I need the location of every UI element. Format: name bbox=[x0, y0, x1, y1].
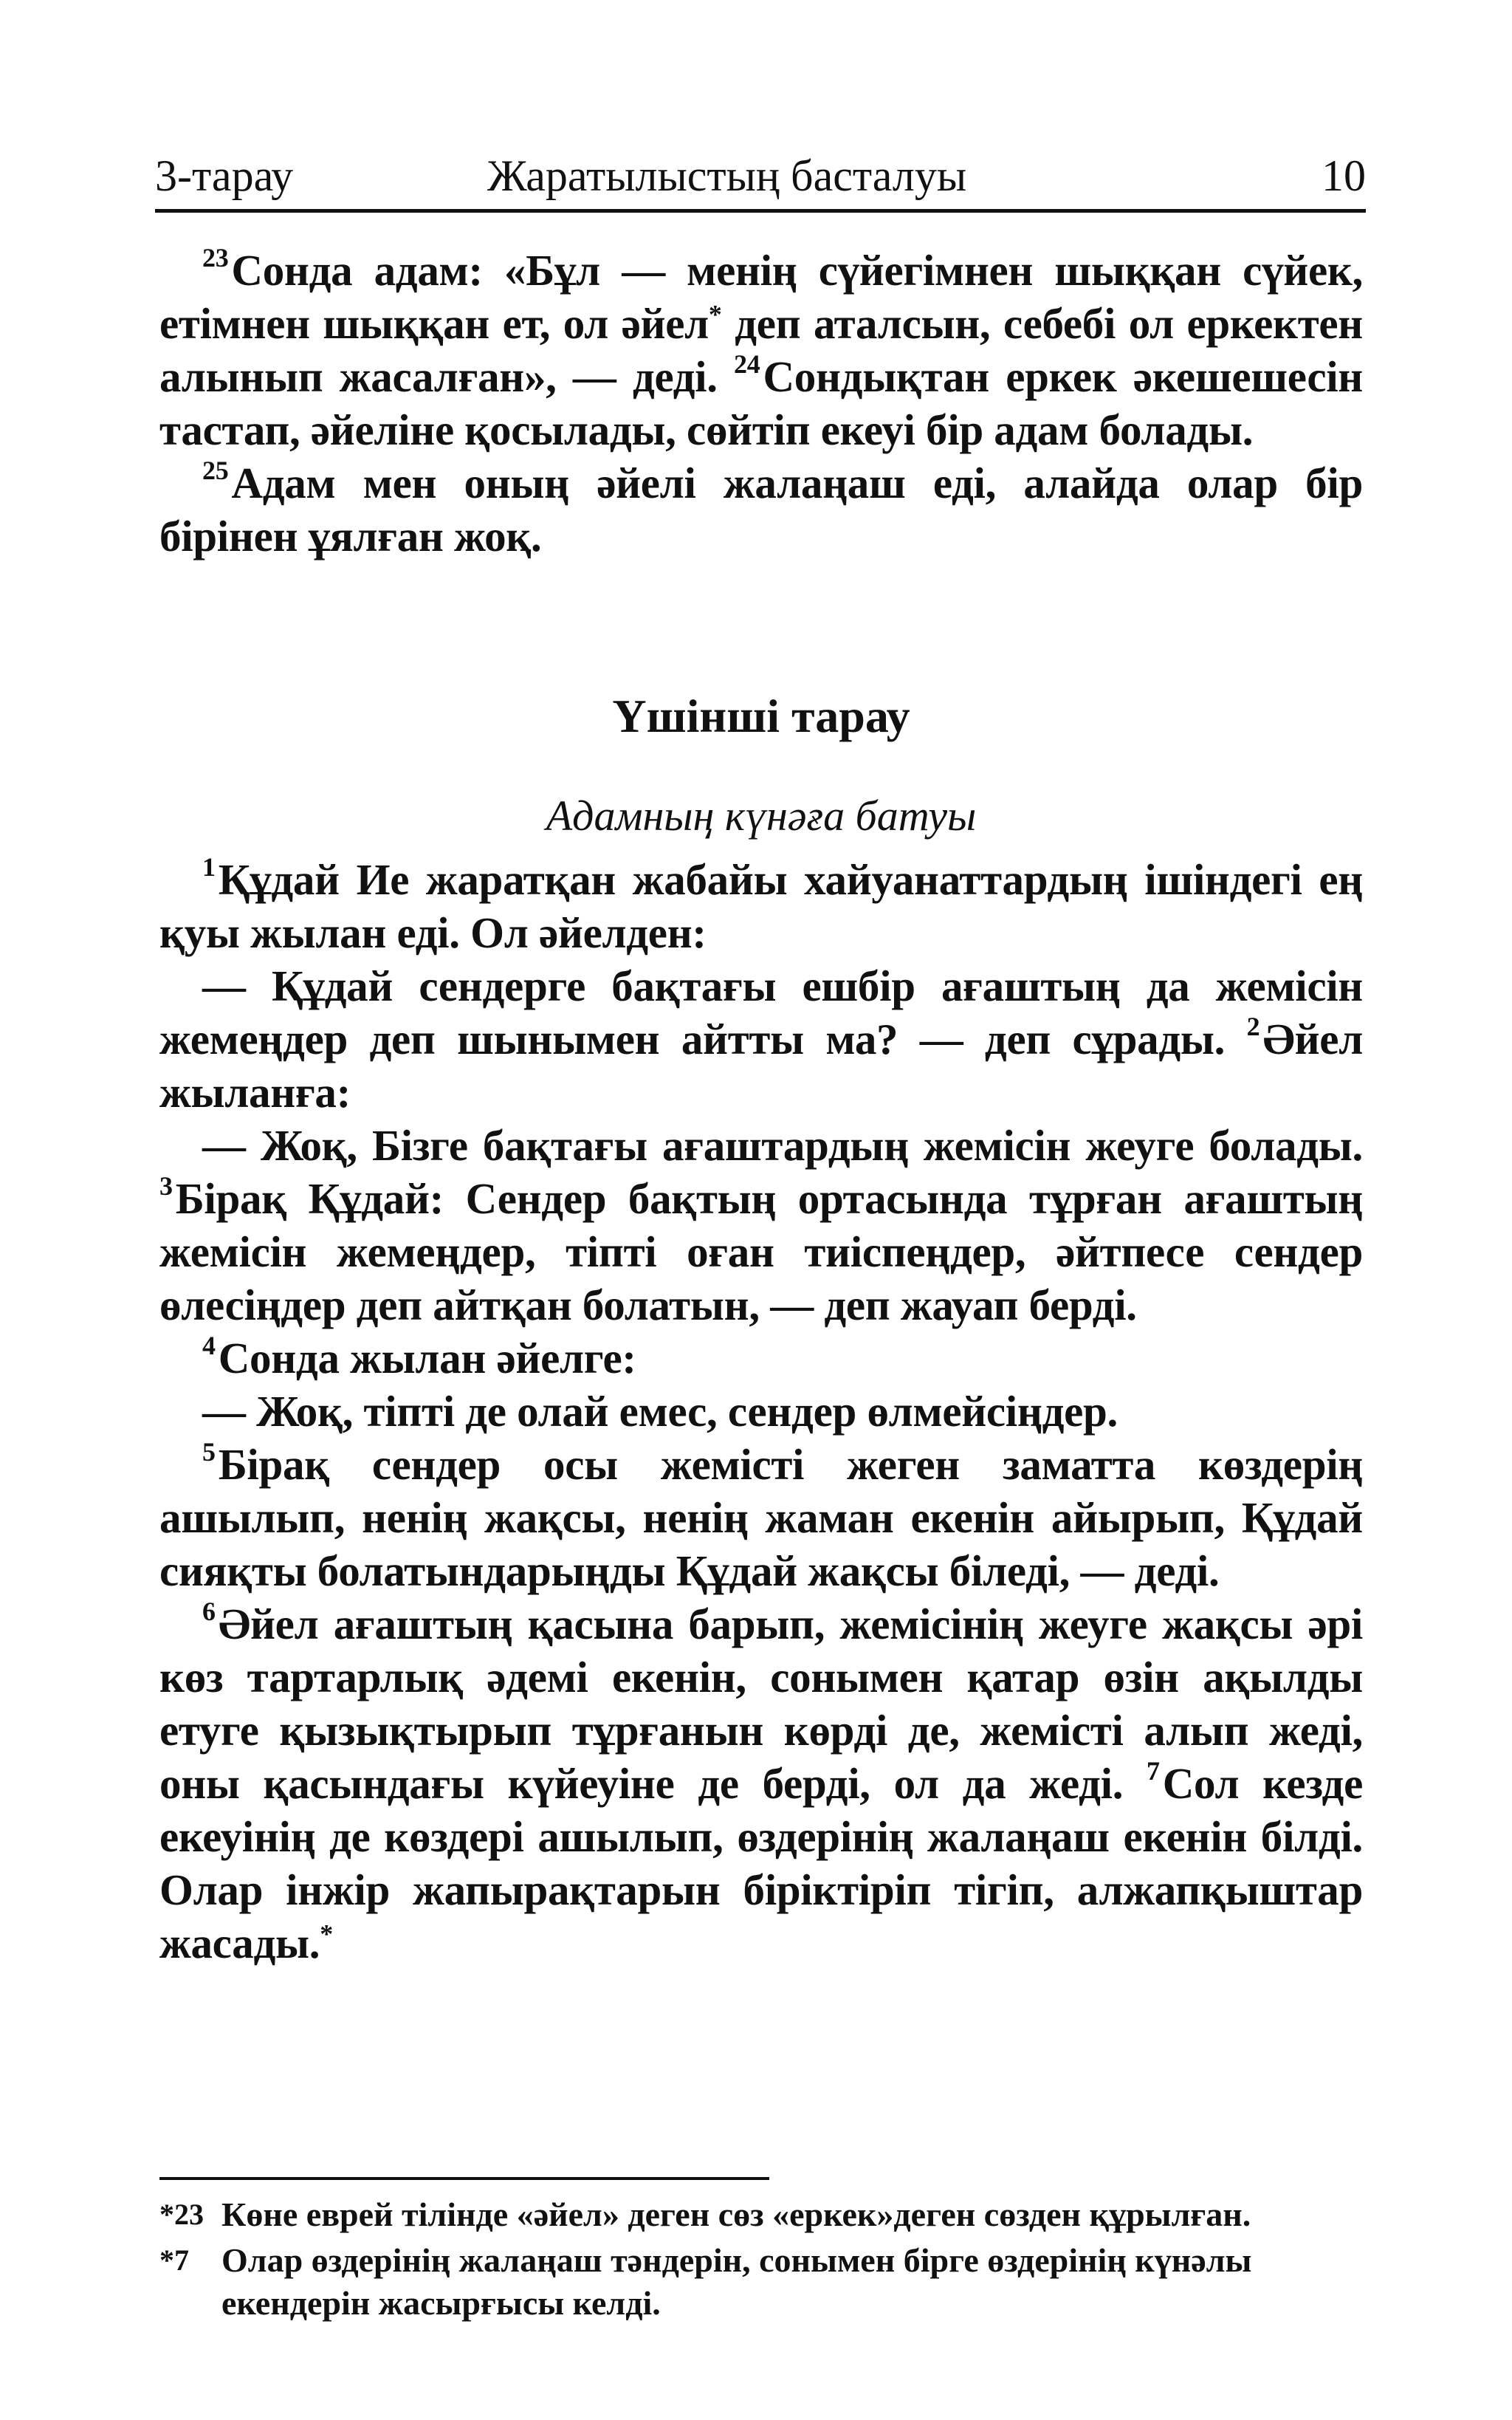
verse-number: 2 bbox=[1246, 1012, 1260, 1042]
verse-text: Сол кезде екеуінің де көздері ашылып, өздерінің жалаңаш екенін білді. Олар інжір жапырақтарын біріктіріп тігіп, алжапқыштар жасады. bbox=[159, 1759, 1363, 1967]
verse-text: Бірақ сендер осы жемісті жеген заматта көздерің ашылып, ненің жақсы, ненің жаман екенін айырып, Құдай сияқты болатындарыңды Құдай жақсы біледі, — деді. bbox=[159, 1440, 1363, 1595]
verse-number: 3 bbox=[159, 1171, 173, 1202]
paragraph-verse-1 bbox=[159, 853, 1363, 959]
footnote-ref: *23 bbox=[159, 2198, 204, 2231]
footnote-divider bbox=[159, 2177, 769, 2180]
footnote-text: Көне еврей тілінде «әйел» деген сөз «еркек»деген сөзден құрылған. bbox=[221, 2196, 1251, 2233]
verse-text: — Жоқ, тіпті де олай емес, сендер өлмейсіңдер. bbox=[202, 1387, 1118, 1436]
lower-text-block bbox=[159, 853, 1363, 1970]
footnote-ref: *7 bbox=[159, 2244, 189, 2277]
footnote bbox=[159, 2193, 1363, 2236]
verse-number: 5 bbox=[202, 1437, 216, 1467]
footnotes bbox=[159, 2193, 1363, 2328]
verse-number: 23 bbox=[202, 243, 229, 273]
footnote-mark: * bbox=[320, 1919, 333, 1949]
verse-text: Әйел ағаштың қасына барып, жемісінің жеуге жақсы әрі көз тартарлық әдемі екенін, сонымен қатар өзін ақылды етуге қызықтырып тұрғанын көрді де, жемісті алып жеді, оны қасындағы күйеуіне де берді, ол да жеді. bbox=[159, 1600, 1363, 1808]
book-title: Жаратылыстың басталуы bbox=[487, 151, 967, 200]
paragraph-verse-25 bbox=[159, 456, 1363, 563]
verse-text: — Жоқ, Бізге бақтағы ағаштардың жемісін жеуге болады. bbox=[202, 1121, 1363, 1170]
chapter-label: 3-тарау bbox=[155, 151, 294, 200]
verse-text: Әйел жыланға: bbox=[159, 1015, 1363, 1117]
verse-text: — Құдай сендерге бақтағы ешбір ағаштың да жемісін жемеңдер деп шынымен айтты ма? — деп сұрады. bbox=[159, 962, 1363, 1063]
paragraph-verse-4 bbox=[159, 1331, 1363, 1385]
verse-number: 1 bbox=[202, 852, 216, 882]
verse-text: Сондықтан еркек әкешешесін тастап, әйеліне қосылады, сөйтіп екеуі бір адам болады. bbox=[159, 352, 1364, 454]
paragraph-dialog bbox=[159, 959, 1363, 1119]
verse-number: 6 bbox=[202, 1597, 216, 1627]
upper-text-block bbox=[159, 244, 1363, 563]
running-head bbox=[155, 146, 1366, 205]
footnote bbox=[159, 2239, 1363, 2325]
verse-number: 4 bbox=[202, 1331, 216, 1361]
footnote-text: Олар өздерінің жалаңаш тәндерін, сонымен бірге өздерінің күнәлы екендерін жасырғысы келді. bbox=[221, 2241, 1252, 2322]
verse-text: деп аталсын, себебі ол еркектен алынып жасалған», — деді. bbox=[159, 299, 1363, 401]
footnote-mark: * bbox=[708, 299, 722, 329]
chapter-heading: Үшінші тарау bbox=[612, 690, 910, 742]
section-heading: Адамның күнәға батуы bbox=[546, 792, 977, 840]
paragraph-dialog bbox=[159, 1385, 1363, 1438]
verse-text: Бірақ Құдай: Сендер бақтың ортасында тұрған ағаштың жемісін жемеңдер, тіпті оған тиіспеңдер, әйтпесе сендер өлесіңдер деп айтқан болатын, — деп жауап берді. bbox=[159, 1174, 1363, 1329]
verse-number: 25 bbox=[202, 456, 229, 486]
paragraph-verse-23 bbox=[159, 244, 1363, 456]
paragraph-verse-5 bbox=[159, 1438, 1363, 1597]
verse-number: 7 bbox=[1147, 1756, 1160, 1786]
verse-text: Адам мен оның әйелі жалаңаш еді, алайда олар бір бірінен ұялған жоқ. bbox=[159, 459, 1363, 561]
verse-text: Сонда адам: «Бұл — менің сүйегімнен шыққан сүйек, етімнен шыққан ет, ол әйел bbox=[159, 246, 1363, 348]
page-number: 10 bbox=[1322, 151, 1366, 200]
verse-number: 24 bbox=[734, 349, 760, 380]
paragraph-verse-6 bbox=[159, 1597, 1363, 1970]
verse-text: Сонда жылан әйелге: bbox=[218, 1334, 636, 1382]
verse-text: Құдай Ие жаратқан жабайы хайуанаттардың ішіндегі ең қуы жылан еді. Ол әйелден: bbox=[159, 855, 1363, 957]
paragraph-dialog bbox=[159, 1119, 1363, 1331]
header-divider bbox=[155, 209, 1366, 213]
